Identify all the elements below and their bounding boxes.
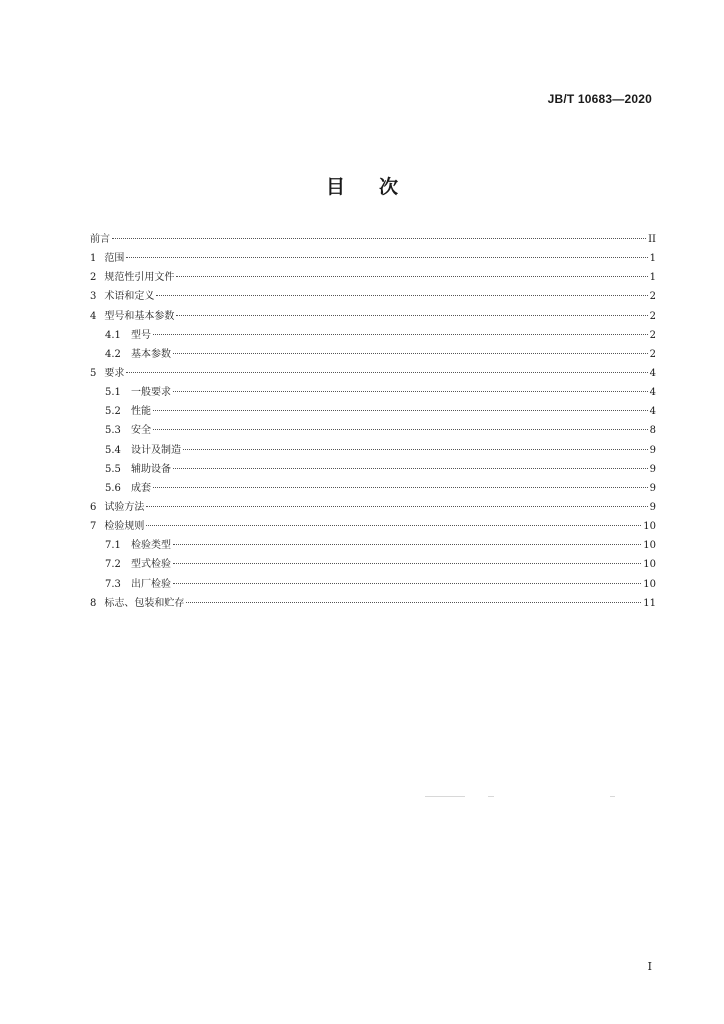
toc-entry[interactable] (90, 479, 656, 498)
toc-entry-label: 标志、包装和贮存 (104, 597, 185, 609)
table-of-contents (90, 230, 656, 613)
toc-entry-label: 性能 (131, 406, 151, 418)
scan-mark (610, 796, 615, 797)
toc-entry-page: 11 (643, 597, 656, 609)
toc-entry-page: 10 (643, 521, 656, 533)
toc-entry-number: 5.1 (105, 387, 121, 399)
dot-leader (183, 449, 648, 450)
toc-entry-label: 出厂检验 (131, 578, 171, 590)
toc-entry-page: 1 (649, 253, 656, 265)
toc-entry-page: 9 (649, 501, 656, 513)
dot-leader (186, 602, 641, 603)
scan-mark (488, 796, 494, 797)
toc-entry-page: II (648, 234, 656, 245)
toc-entry-label: 要求 (104, 367, 125, 379)
toc-entry-label: 型号 (131, 329, 151, 341)
toc-entry-page: 10 (643, 559, 656, 571)
toc-entry-label: 检验类型 (131, 540, 171, 552)
toc-entry[interactable] (90, 555, 656, 574)
toc-entry-number: 5 (90, 367, 97, 379)
dot-leader (173, 468, 648, 469)
toc-entry-label: 型号和基本参数 (104, 310, 175, 322)
toc-entry-number: 4 (90, 310, 97, 322)
dot-leader (173, 544, 641, 545)
dot-leader (176, 276, 647, 277)
toc-entry-page: 2 (649, 310, 656, 322)
toc-entry-label: 范围 (104, 253, 125, 265)
standard-code: JB/T 10683—2020 (547, 92, 652, 106)
toc-entry-label: 设计及制造 (131, 444, 181, 456)
dot-leader (156, 295, 647, 296)
toc-entry[interactable] (90, 421, 656, 440)
toc-entry-number: 6 (90, 501, 97, 513)
toc-entry[interactable] (90, 268, 656, 287)
toc-entry-number: 5.6 (105, 482, 121, 494)
toc-entry-page: 10 (643, 578, 656, 590)
toc-entry-label: 试验方法 (104, 501, 145, 513)
toc-entry[interactable] (90, 230, 656, 249)
scan-mark (425, 796, 465, 797)
toc-entry[interactable] (90, 498, 656, 517)
toc-entry-page: 4 (649, 406, 656, 418)
toc-entry-label: 术语和定义 (104, 291, 155, 303)
toc-entry-number: 7.3 (105, 578, 121, 590)
page-title: 目次 (325, 176, 432, 198)
toc-entry[interactable] (90, 383, 656, 402)
toc-entry-label: 成套 (131, 482, 151, 494)
toc-entry[interactable] (90, 460, 656, 479)
dot-leader (146, 525, 641, 526)
dot-leader (176, 315, 647, 316)
dot-leader (153, 410, 648, 411)
toc-entry-page: 2 (649, 348, 656, 360)
toc-entry-label: 检验规则 (104, 521, 145, 533)
page-number: I (647, 960, 652, 973)
dot-leader (153, 487, 648, 488)
toc-entry-number: 2 (90, 272, 97, 284)
toc-entry-label: 前言 (90, 234, 110, 245)
dot-leader (126, 372, 647, 373)
toc-entry-number: 3 (90, 291, 97, 303)
toc-entry-number: 5.4 (105, 444, 121, 456)
toc-entry-page: 2 (649, 329, 656, 341)
dot-leader (173, 563, 641, 564)
toc-entry-page: 8 (649, 425, 656, 437)
toc-entry-label: 基本参数 (131, 348, 171, 360)
toc-entry-number: 1 (90, 253, 97, 265)
toc-entry-number: 5.3 (105, 425, 121, 437)
toc-entry-page: 9 (649, 444, 656, 456)
toc-entry-number: 8 (90, 597, 97, 609)
toc-entry-label: 型式检验 (131, 559, 171, 571)
dot-leader (126, 257, 647, 258)
toc-entry[interactable] (90, 345, 656, 364)
toc-entry[interactable] (90, 402, 656, 421)
toc-entry-number: 4.2 (105, 348, 121, 360)
toc-entry-number: 7.2 (105, 559, 121, 571)
dot-leader (173, 353, 648, 354)
toc-entry-label: 辅助设备 (131, 463, 171, 475)
toc-entry-label: 规范性引用文件 (104, 272, 175, 284)
toc-entry-page: 9 (649, 463, 656, 475)
toc-entry-page: 4 (649, 387, 656, 399)
toc-entry[interactable] (90, 536, 656, 555)
toc-entry[interactable] (90, 287, 656, 306)
toc-entry[interactable] (90, 307, 656, 326)
toc-entry-label: 一般要求 (131, 387, 171, 399)
toc-entry-number: 5.2 (105, 406, 121, 418)
toc-entry-number: 7.1 (105, 540, 121, 552)
dot-leader (153, 334, 648, 335)
dot-leader (153, 429, 648, 430)
toc-entry-number: 4.1 (105, 329, 121, 341)
toc-entry[interactable] (90, 326, 656, 345)
toc-entry-page: 1 (649, 272, 656, 284)
toc-entry-page: 4 (649, 367, 656, 379)
toc-entry[interactable] (90, 517, 656, 536)
toc-entry-page: 9 (649, 482, 656, 494)
dot-leader (173, 391, 648, 392)
toc-entry[interactable] (90, 364, 656, 383)
toc-entry-page: 10 (643, 540, 656, 552)
toc-entry[interactable] (90, 594, 656, 613)
toc-entry[interactable] (90, 441, 656, 460)
toc-entry[interactable] (90, 575, 656, 594)
toc-entry-label: 安全 (131, 425, 151, 437)
dot-leader (112, 238, 646, 239)
toc-entry-number: 7 (90, 521, 97, 533)
dot-leader (146, 506, 647, 507)
toc-entry-page: 2 (649, 291, 656, 303)
toc-entry-number: 5.5 (105, 463, 121, 475)
dot-leader (173, 583, 641, 584)
toc-entry[interactable] (90, 249, 656, 268)
